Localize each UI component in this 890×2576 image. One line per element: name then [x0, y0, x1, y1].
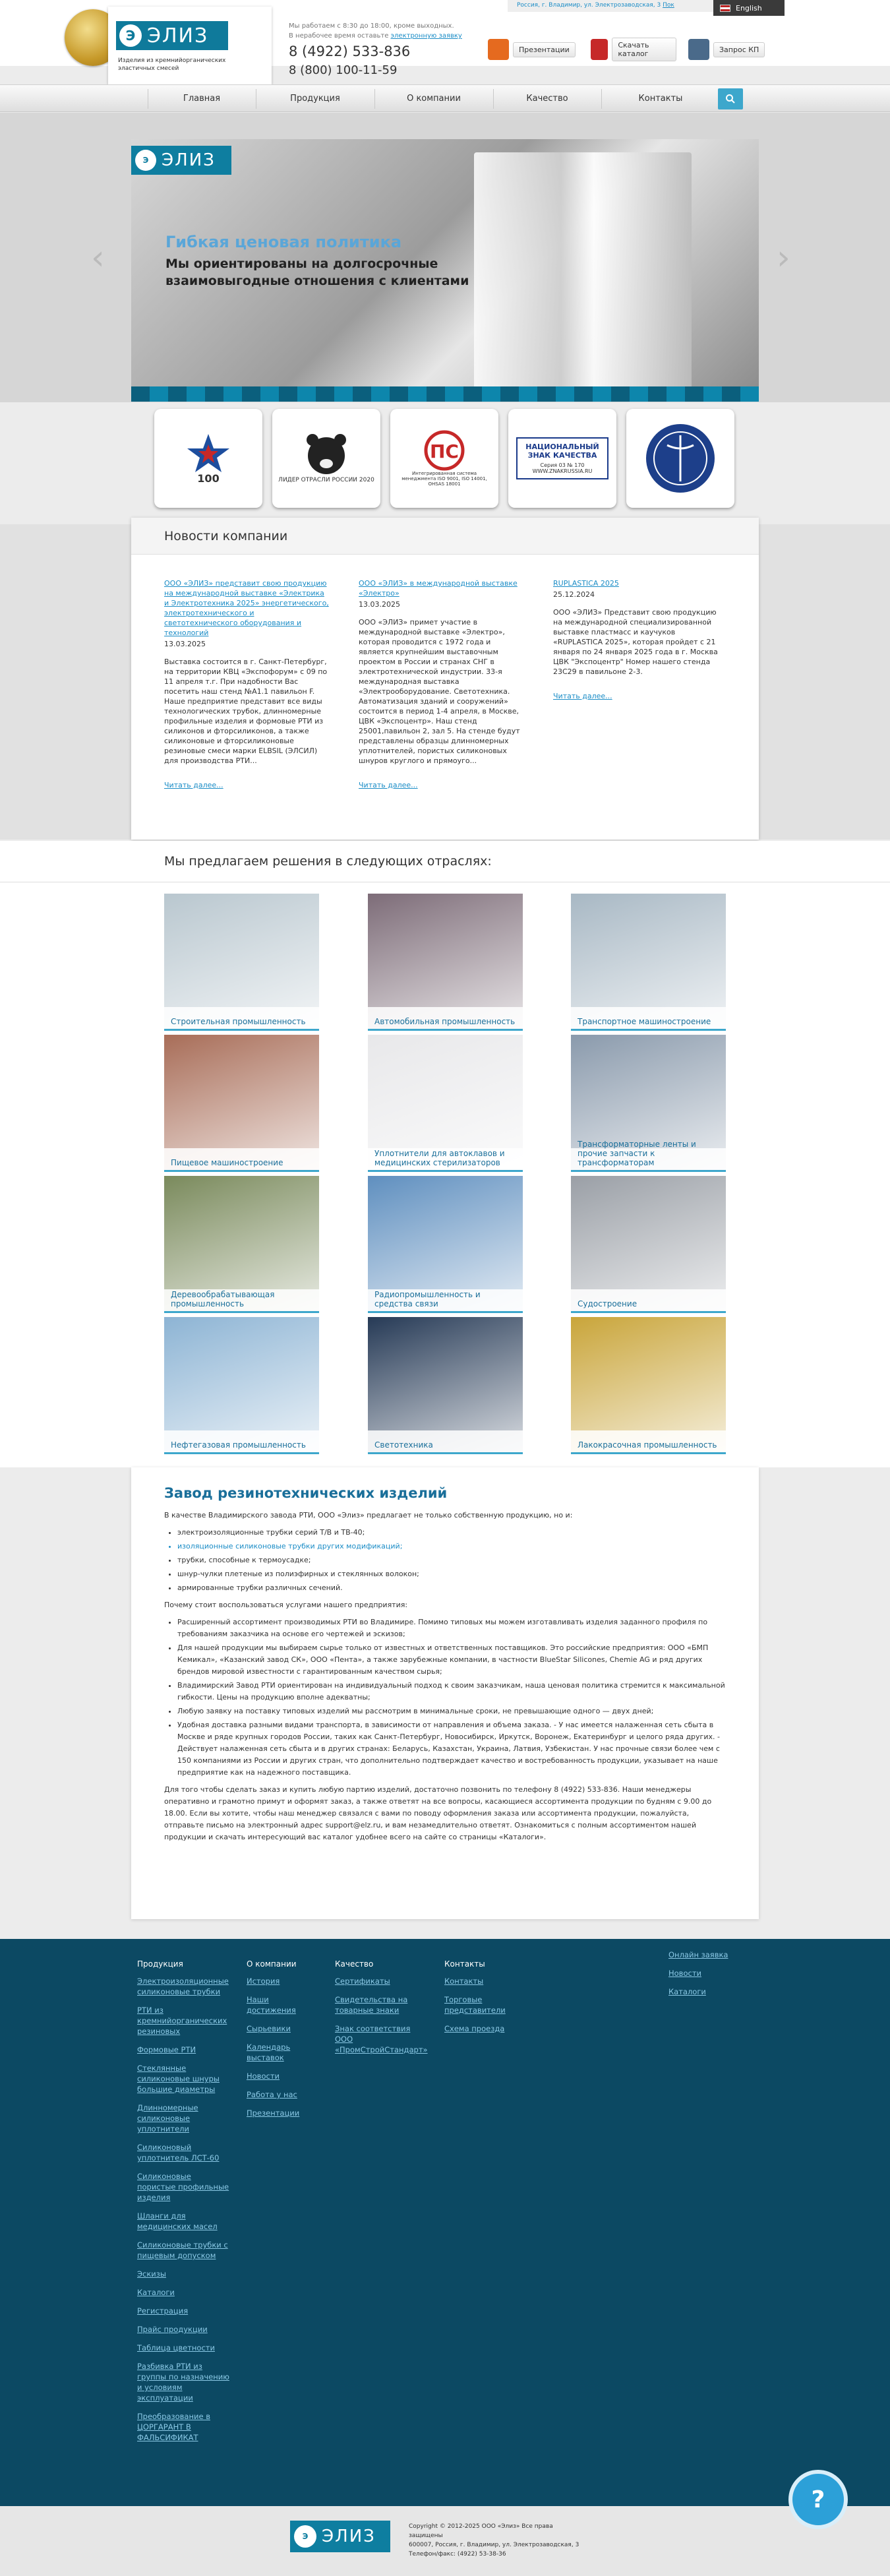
- footer-phone: Телефон/факс: (4922) 53-38-36: [409, 2551, 506, 2558]
- list-item: • Расширенный ассортимент производимых РТИ во Владимире. Помимо типовых мы можем изготавливать изделия заданного профиля по требованиям заказчика на основе его чертежей и эскизов;: [177, 1616, 726, 1640]
- help-button[interactable]: [788, 2470, 848, 2529]
- news-item: [164, 578, 329, 790]
- presentations-button[interactable]: [488, 36, 576, 63]
- footer-address: 600007, Россия, г. Владимир, ул. Электрозаводская, 3: [409, 2542, 579, 2548]
- footer-link[interactable]: Новости: [668, 1969, 701, 1978]
- footer-link[interactable]: Силиконовые трубки с пищевым допуском: [137, 2240, 228, 2260]
- news-title[interactable]: ООО «ЭЛИЗ» в международной выставке «Электро»: [359, 579, 518, 598]
- footer-link[interactable]: Презентации: [247, 2108, 300, 2118]
- footer-link[interactable]: Торговые представители: [444, 1995, 506, 2015]
- factory-outro: Для того чтобы сделать заказ и купить любую партию изделий, достаточно позвонить по телефону 8 (4922) 533-836. Наши менеджеры оперативно и грамотно примут и оформят заказ, а также ответят на все вопросы, касающиеся ассортимента продукции по будням с 9.00 до 18.00. Если вы хотите, чтобы наш менеджер связался с вами по поводу оформления заказа или ассортимента продукции, пожалуйста, отправьте письмо на электронный адрес support@elz.ru, и вам незамедлительно ответят. Ознакомиться с полным ассортиментом нашей продукции и скачать интересующий вас каталог удобнее всего на сайте со страницы «Каталоги».: [164, 1785, 712, 1841]
- industry-caption: Судостроение: [571, 1289, 726, 1313]
- list-item: • армированные трубки различных сечений.: [177, 1582, 726, 1594]
- footer-link[interactable]: Силиконовый уплотнитель ЛСТ-60: [137, 2143, 220, 2162]
- industry-tile[interactable]: [164, 1176, 319, 1313]
- bear-icon: [303, 433, 349, 477]
- footer-link[interactable]: РТИ из кремнийорганических резиновых: [137, 2006, 227, 2036]
- industry-tile[interactable]: [571, 1317, 726, 1454]
- factory-intro: В качестве Владимирского завода РТИ, ООО «Элиз» предлагает не только собственную продукцию, но и:: [164, 1511, 573, 1519]
- footer-heading: О компании: [247, 1959, 297, 1969]
- copyright: [409, 2522, 580, 2559]
- footer-link[interactable]: История: [247, 1977, 280, 1986]
- star-icon: [185, 433, 231, 472]
- working-hours: [289, 21, 462, 41]
- footer-link[interactable]: Шланги для медицинских масел: [137, 2211, 218, 2231]
- presentation-icon: [488, 39, 509, 60]
- industries-section: [0, 841, 890, 1467]
- news-date: 13.03.2025: [164, 640, 206, 648]
- footer-link[interactable]: Знак соответствия ООО «ПромСтройСтандарт»: [335, 2024, 428, 2054]
- slide-subtitle: [165, 255, 469, 290]
- logo[interactable]: [116, 21, 228, 50]
- list-item: • электроизоляционные трубки серий Т/В и ТВ-40;: [177, 1527, 726, 1539]
- footer-link[interactable]: Календарь выставок: [247, 2042, 291, 2062]
- catalog-label: Скачать каталог: [612, 38, 676, 61]
- news-item: [553, 578, 718, 701]
- footer-col-about: [247, 1959, 319, 2126]
- list-item: • изоляционные силиконовые трубки других модификаций;: [177, 1541, 726, 1552]
- footer-link[interactable]: Длинномерные силиконовые уплотнители: [137, 2103, 198, 2133]
- industry-tile[interactable]: [571, 1035, 726, 1172]
- phone-main[interactable]: 8 (4922) 533-836: [289, 44, 411, 59]
- industry-caption: Трансформаторные ленты и прочие запчасти к трансформаторам: [571, 1148, 726, 1172]
- industry-tile[interactable]: [368, 1035, 523, 1172]
- phone-free[interactable]: 8 (800) 100-11-59: [289, 63, 398, 77]
- footer-link[interactable]: Силиконовые пористые профильные изделия: [137, 2172, 229, 2202]
- quality-badge: [516, 437, 608, 479]
- news-date: 25.12.2024: [553, 590, 595, 599]
- cert-caduceus[interactable]: [626, 409, 734, 508]
- slide-title: Гибкая ценовая политика: [165, 233, 402, 251]
- search-button[interactable]: [718, 88, 743, 109]
- footer-link[interactable]: Регистрация: [137, 2306, 189, 2315]
- list-item: • трубки, способные к термоусадке;: [177, 1554, 726, 1566]
- address-text: Россия, г. Владимир, ул. Электрозаводская, 3: [517, 2, 661, 9]
- industry-caption: Уплотнители для автоклавов и медицинских стерилизаторов: [368, 1148, 523, 1172]
- footer-link[interactable]: Каталоги: [137, 2288, 175, 2297]
- industry-tile[interactable]: [164, 1035, 319, 1172]
- footer: [0, 1939, 890, 2506]
- hours-line: Мы работаем с 8:30 до 18:00, кроме выходных.: [289, 22, 454, 30]
- pdf-icon: [591, 39, 608, 60]
- footer-link[interactable]: Схема проезда: [444, 2024, 505, 2033]
- address-bar: [508, 0, 717, 12]
- news-text: Выставка состоится в г. Санкт-Петербург, на территории КВЦ «Экспофорум» с 09 по 11 апреля т.г. При надобности Вас посетить наш стенд №А1.1 павильон F. Наше предприятие представит все виды технологических трубок, длинномерные профильные изделия и формовые РТИ из силиконов и фторсиликонов, а также силиконовые и фторсиликоновые резиновые смеси марки ELBSIL (ЭЛСИЛ) для производства РТИ...: [164, 658, 328, 765]
- list-item: • Любую заявку на поставку типовых изделий мы рассмотрим в минимальные сроки, не превышающие одного — двух дней;: [177, 1705, 726, 1717]
- slide-logo: [131, 146, 231, 175]
- nav-home[interactable]: Главная: [183, 94, 221, 104]
- request-kp-button[interactable]: [688, 36, 774, 63]
- industry-caption: Лакокрасочная промышленность: [571, 1430, 726, 1454]
- footer-link[interactable]: Наши достижения: [247, 1995, 296, 2015]
- footer-link[interactable]: Работа у нас: [247, 2090, 297, 2099]
- news-more-link[interactable]: Читать далее...: [553, 692, 612, 700]
- online-request-link[interactable]: электронную заявку: [390, 32, 462, 40]
- slide-logo-text: ЭЛИЗ: [162, 150, 216, 170]
- language-switch[interactable]: [713, 0, 785, 16]
- list-item: • шнур-чулки плетеные из полиэфирных и стеклянных волокон;: [177, 1568, 726, 1580]
- hours-line2: В нерабочее время оставьте: [289, 32, 389, 40]
- cert-value: НАЦИОНАЛЬНЫЙ ЗНАК КАЧЕСТВА: [525, 443, 599, 460]
- news-text: ООО «ЭЛИЗ» Представит свою продукцию на международной специализированной выставке пластмасс и каучуков «RUPLASTICA 2025», которая пройдет с 21 января по 24 января 2025 года в г. Москва ЦВК "Экспоцентр" Номер нашего стенда 23C29 в павильоне 2-3.: [553, 608, 718, 676]
- industry-tile[interactable]: [368, 1176, 523, 1313]
- profile-image: [474, 152, 692, 390]
- main-nav: [0, 84, 890, 112]
- nav-about[interactable]: О компании: [407, 94, 461, 104]
- list-item: • Для нашей продукции мы выбираем сырье только от известных и ответственных поставщиков. Это российские предприятия: ООО «БМП Кемикал», «Казанский завод СК», ООО «Пента», а также зарубежные компании, в частности BlueStar Silicones, Chemie AG и ряд других брендов мировой известности с гарантированным качеством сырья;: [177, 1642, 726, 1678]
- footer-link[interactable]: Сертификаты: [335, 1977, 390, 1986]
- footer-col-contacts: [444, 1959, 517, 2042]
- footer-link[interactable]: Контакты: [444, 1977, 484, 1986]
- footer-logo-text: ЭЛИЗ: [322, 2527, 376, 2546]
- search-icon: [725, 94, 736, 104]
- footer-col-quality: [335, 1959, 429, 2063]
- footer-link[interactable]: Преобразование в ЦОРГАРАНТ В ФАЛЬСИФИКАТ: [137, 2412, 210, 2442]
- footer-heading: Продукция: [137, 1959, 183, 1969]
- cert-100-export[interactable]: [154, 409, 262, 508]
- industry-tile[interactable]: [571, 1176, 726, 1313]
- uk-flag-icon: [720, 5, 730, 12]
- logo-subtitle: Изделия из кремнийорганических эластичных смесей: [118, 57, 226, 72]
- news-item: [359, 578, 523, 790]
- language-label: English: [736, 3, 762, 13]
- industry-caption: Радиопромышленность и средства связи: [368, 1289, 523, 1313]
- logo-text: ЭЛИЗ: [147, 24, 209, 47]
- footer-logo-letter: Э: [294, 2525, 316, 2548]
- footer-link[interactable]: Прайс продукции: [137, 2325, 208, 2334]
- industry-tile[interactable]: [164, 894, 319, 1031]
- slide[interactable]: [131, 139, 759, 402]
- industry-caption: Автомобильная промышленность: [368, 1007, 523, 1031]
- news-heading: Новости компании: [131, 518, 759, 555]
- caduceus-icon: [644, 422, 717, 495]
- factory-section: [131, 1467, 759, 1919]
- slide-decor: [131, 386, 759, 402]
- industry-tile[interactable]: [571, 894, 726, 1031]
- nav-quality[interactable]: Качество: [526, 94, 568, 104]
- news-date: 13.03.2025: [359, 600, 400, 609]
- cert-text: ЛИДЕР ОТРАСЛИ РОССИИ 2020: [278, 477, 374, 483]
- news-text: ООО «ЭЛИЗ» примет участие в международной выставке «Электро», которая проводится с 1972 года и является крупнейшим выставочным проектом в России и странах СНГ в электротехнической индустрии. 33-я международная выставка «Электрооборудование. Светотехника. Автоматизация зданий и сооружений» состоится в период 1-4 апреля, в Москве, ЦВК «Экспоцентр». Наш стенд 25001,павильон 2, зал 5. На стенде будут представлены образцы длинномерных уплотнителей, пористых силиконовых шнуров круглого и прямоуго...: [359, 618, 520, 765]
- news-section: [131, 518, 759, 840]
- footer-link[interactable]: Электроизоляционные силиконовые трубки: [137, 1977, 229, 1996]
- cert-iso[interactable]: [390, 409, 498, 508]
- footer-heading: Контакты: [444, 1959, 485, 1969]
- footer-link[interactable]: Стеклянные силиконовые шнуры большие диаметры: [137, 2064, 220, 2094]
- footer-link[interactable]: Онлайн заявка: [668, 1950, 728, 1959]
- industry-caption: Пищевое машиностроение: [164, 1148, 319, 1172]
- nav-contacts[interactable]: Контакты: [638, 94, 683, 104]
- industry-tile[interactable]: [368, 1317, 523, 1454]
- footer-link[interactable]: Новости: [247, 2071, 280, 2081]
- download-catalog-button[interactable]: [591, 36, 676, 63]
- footer-link[interactable]: Таблица цветности: [137, 2343, 215, 2352]
- factory-mid: Почему стоит воспользоваться услугами нашего предприятия:: [164, 1601, 408, 1609]
- question-icon: ?: [811, 2486, 825, 2513]
- footer-link[interactable]: Каталоги: [668, 1987, 706, 1996]
- footer-link[interactable]: Сырьевики: [247, 2024, 291, 2033]
- industry-caption: Строительная промышленность: [164, 1007, 319, 1031]
- logo-letter: Э: [119, 24, 142, 47]
- cert-text: Интегрированная система менеджмента ISO 9001, ISO 14001, OHSAS 18001: [401, 471, 487, 487]
- presentations-label: Презентации: [513, 42, 576, 57]
- kp-label: Запрос КП: [713, 42, 765, 57]
- list-item: • Удобная доставка разными видами транспорта, в зависимости от направления и объема заказа. - У нас имеется налаженная сеть сбыта в Москве и ряде крупных городов России, таких как Санкт-Петербург, Новосибирск, Иркутск, Воронеж, Екатеринбург и целого ряда других. - Действует налаженная сеть сбыта и в других странах: Беларусь, Казахстан, Украина, Латвия, Узбекистан. У нас прочные связи более чем с 150 компаниями из России и других стран, что дополнительно подтверждает качество и востребованность продукции, указывает на наше предприятие как на надежного поставщика.: [177, 1719, 726, 1779]
- footer-link[interactable]: Свидетельства на товарные знаки: [335, 1995, 408, 2015]
- footer-heading: Качество: [335, 1959, 374, 1969]
- cert-text: Серия 03 № 170 WWW.ZNAKRUSSIA.RU: [532, 462, 593, 474]
- address-link[interactable]: Пок: [663, 2, 674, 9]
- factory-list2: [177, 1616, 726, 1779]
- logo-box[interactable]: [108, 7, 272, 84]
- footer-logo[interactable]: [290, 2521, 390, 2552]
- news-title[interactable]: ООО «ЭЛИЗ» представит свою продукцию на международной выставке «Электрика и Электротехника 2025» энергетического, электротехнического и светотехнического оборудования и технологий: [164, 579, 329, 637]
- cert-value: 100: [197, 472, 220, 485]
- slide-logo-letter: Э: [135, 150, 156, 171]
- next-arrow-icon[interactable]: ›: [777, 238, 790, 278]
- news-title[interactable]: RUPLASTICA 2025: [553, 579, 619, 588]
- factory-list1: [177, 1527, 726, 1594]
- list-item: • Владимирский Завод РТИ ориентирован на индивидуальный подход к своим заказчикам, наша ценовая политика стремится к максимальной гибкости. Цены на продукцию вполне адекватны;: [177, 1680, 726, 1703]
- footer-link[interactable]: Разбивка РТИ из группы по назначению и условиям эксплуатации: [137, 2362, 229, 2403]
- svg-text:ПС: ПС: [430, 441, 459, 462]
- laptop-icon: [688, 39, 709, 60]
- footer-link[interactable]: Формовые РТИ: [137, 2045, 196, 2054]
- slide-subtitle-line: взаимовыгодные отношения с клиентами: [165, 274, 469, 288]
- prev-arrow-icon[interactable]: ‹: [91, 238, 105, 278]
- slide-subtitle-line: Мы ориентированы на долгосрочные: [165, 257, 438, 271]
- copyright-text: Copyright © 2012-2025 ООО «Элиз» Все права защищены: [409, 2523, 553, 2539]
- factory-heading: Завод резинотехнических изделий: [164, 1485, 448, 1501]
- footer-col-products: [137, 1959, 231, 2451]
- news-more-link[interactable]: Читать далее...: [164, 781, 223, 789]
- news-more-link[interactable]: Читать далее...: [359, 781, 418, 789]
- industry-caption: Нефтегазовая промышленность: [164, 1430, 319, 1454]
- footer-link[interactable]: Эскизы: [137, 2269, 166, 2279]
- nav-products[interactable]: Продукция: [290, 94, 340, 104]
- industry-caption: Деревообрабатывающая промышленность: [164, 1289, 319, 1313]
- industry-caption: Светотехника: [368, 1430, 523, 1454]
- footer-col-quicklinks: [668, 1949, 748, 2005]
- industries-heading: Мы предлагаем решения в следующих отраслях:: [164, 854, 492, 869]
- ps-logo-icon: [419, 430, 469, 471]
- header: [0, 0, 890, 77]
- cert-leader[interactable]: [272, 409, 380, 508]
- bottom-bar: [0, 2506, 890, 2576]
- hero-slider: [0, 113, 890, 402]
- cert-quality-sign[interactable]: [508, 409, 616, 508]
- industry-caption: Транспортное машиностроение: [571, 1007, 726, 1031]
- industry-tile[interactable]: [164, 1317, 319, 1454]
- industry-tile[interactable]: [368, 894, 523, 1031]
